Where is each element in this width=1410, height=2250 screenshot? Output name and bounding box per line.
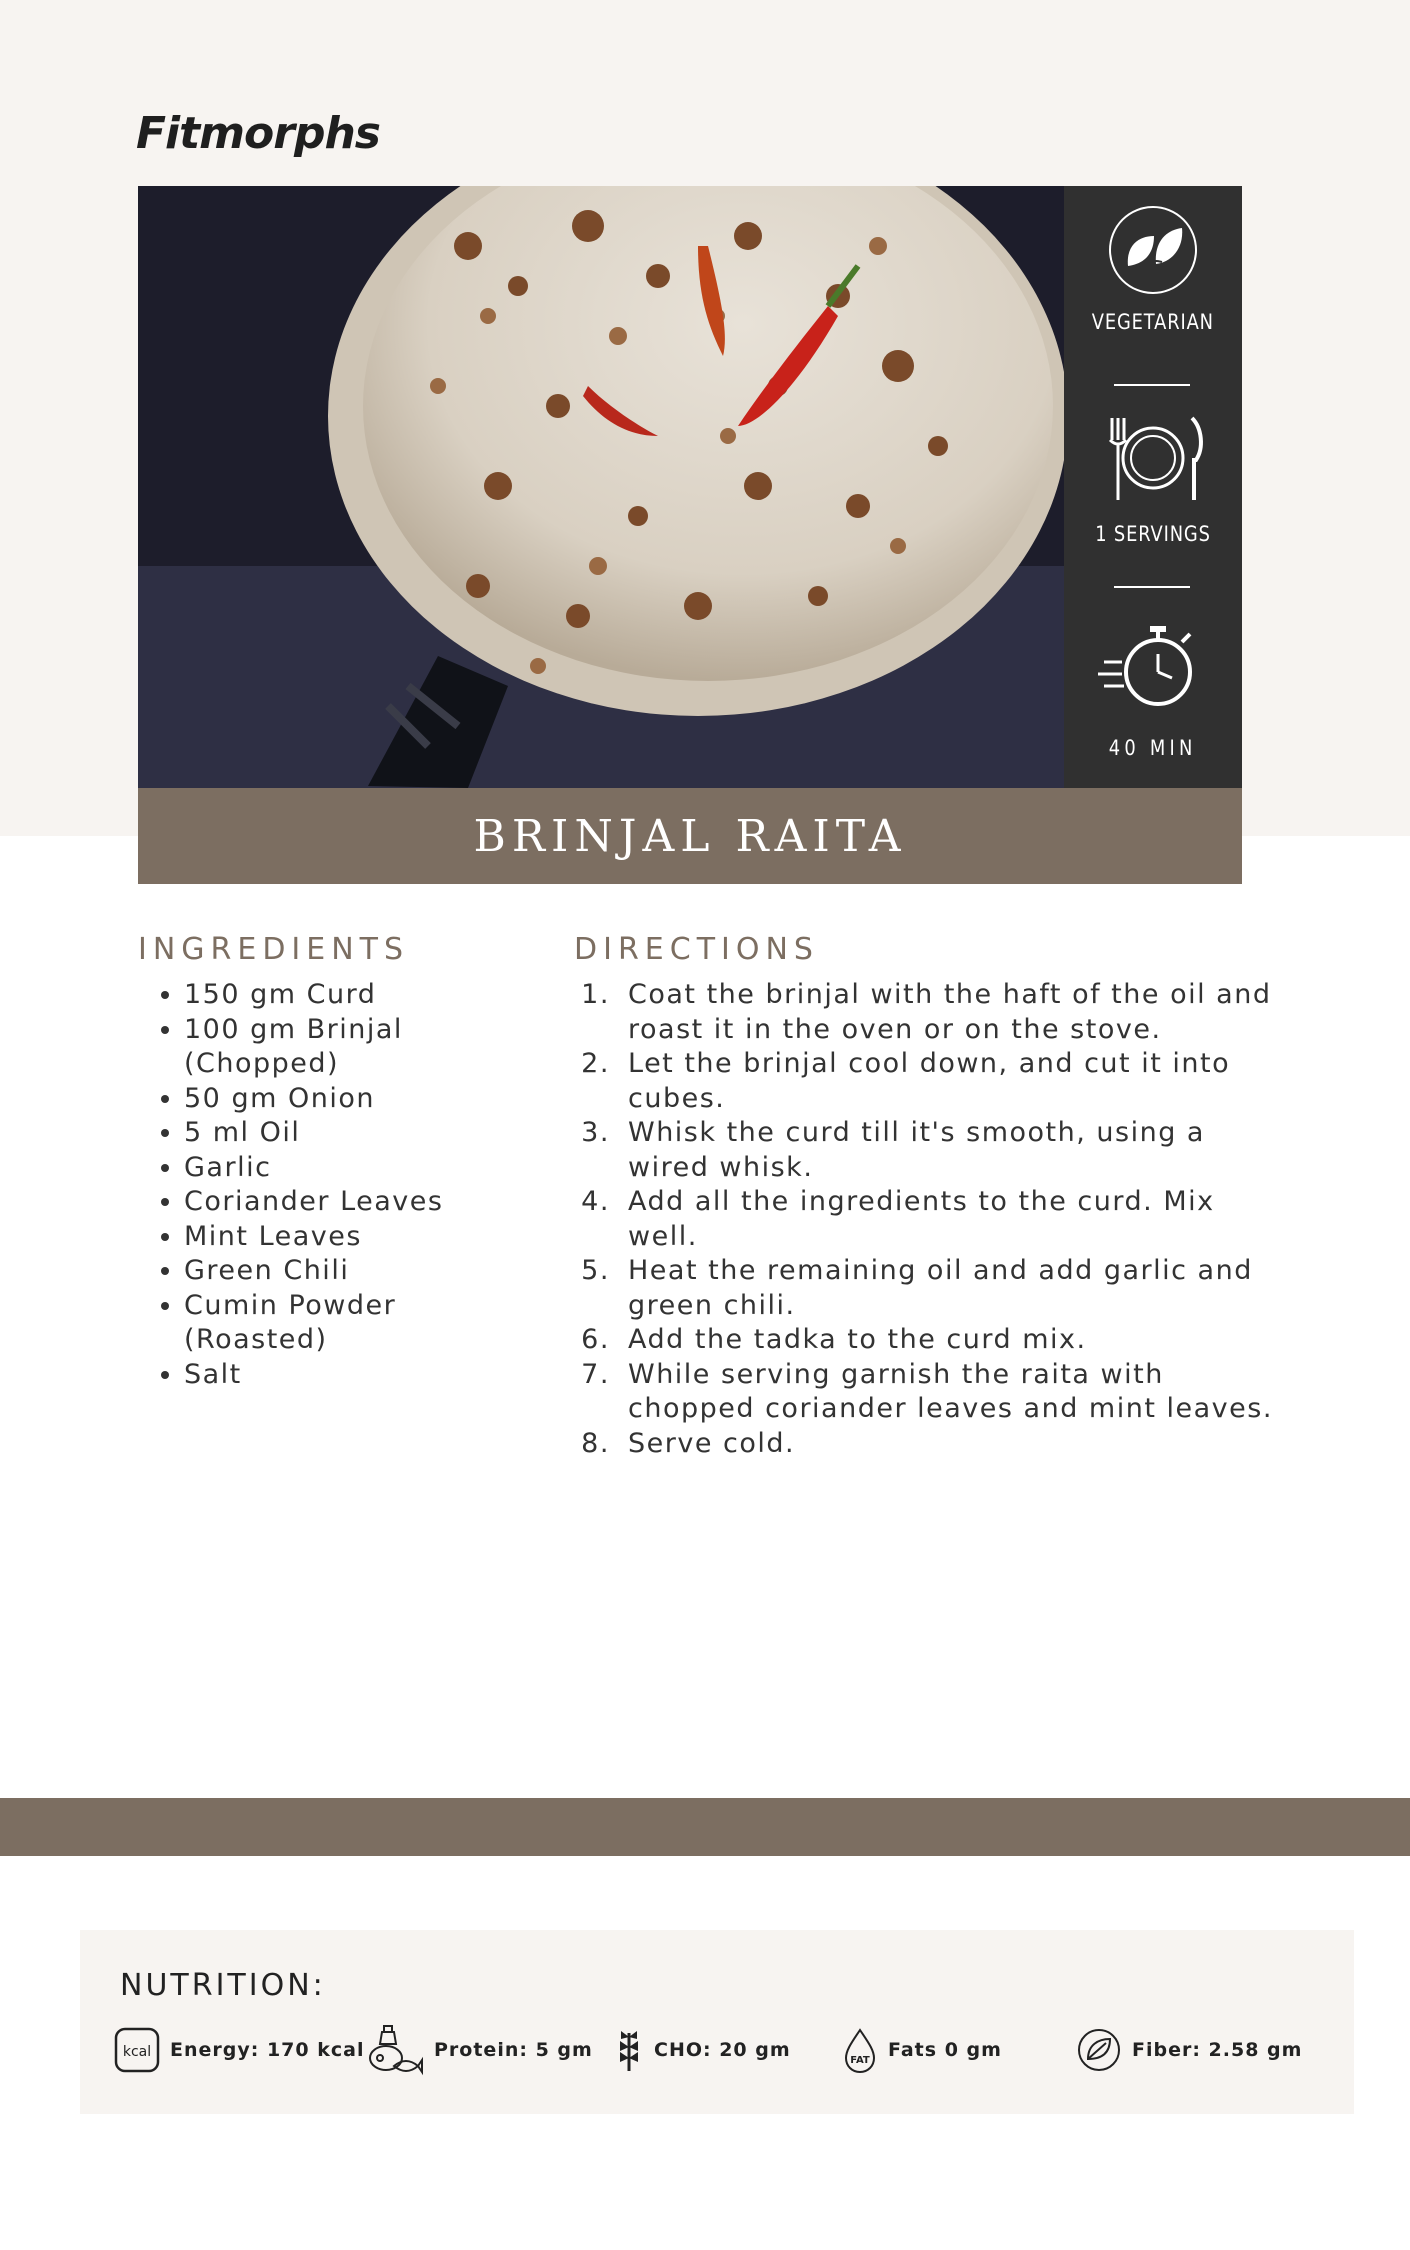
fat-drop-icon [842, 2026, 878, 2074]
ingredients-list [138, 978, 478, 1392]
ingredient-item: • 150 gm Curd [184, 978, 478, 1013]
ingredient-item: • Salt [184, 1358, 478, 1393]
cho-value: CHO: 20 gm [654, 2039, 791, 2061]
fats-value: Fats 0 gm [888, 2039, 1002, 2061]
footer-band [0, 1798, 1410, 1856]
diet-info [1064, 196, 1242, 334]
recipe-photo [138, 186, 1064, 788]
recipe-title-bar [138, 788, 1242, 884]
direction-step: 1. Coat the brinjal with the haft of the oil and roast it in the oven or on the stove. [620, 978, 1274, 1047]
servings-label: 1 SERVINGS [1095, 522, 1211, 546]
direction-step: 8. Serve cold. [620, 1427, 1274, 1462]
protein-value: Protein: 5 gm [434, 2039, 593, 2061]
direction-step: 3. Whisk the curd till it's smooth, using a wired whisk. [620, 1116, 1274, 1185]
nutrition-cho [614, 2022, 791, 2078]
direction-step: 6. Add the tadka to the curd mix. [620, 1323, 1274, 1358]
ingredient-item: • Cumin Powder (Roasted) [184, 1289, 478, 1358]
ingredient-item: • Coriander Leaves [184, 1185, 478, 1220]
svg-text:kcal: kcal [122, 2044, 152, 2060]
recipe-title: BRINJAL RAITA [473, 810, 907, 862]
ingredient-item: • 5 ml Oil [184, 1116, 478, 1151]
servings-info [1064, 408, 1242, 546]
direction-step: 5. Heat the remaining oil and add garlic and green chili. [620, 1254, 1274, 1323]
ingredients-heading: INGREDIENTS [138, 932, 410, 967]
brand-logo: Fitmorphs [136, 108, 380, 159]
time-info [1064, 616, 1242, 760]
directions-list [574, 978, 1274, 1461]
ingredient-item: • 100 gm Brinjal (Chopped) [184, 1013, 478, 1082]
ingredient-item: • 50 gm Onion [184, 1082, 478, 1117]
svg-text:FAT: FAT [850, 2055, 870, 2066]
nutrition-protein [364, 2022, 593, 2078]
stopwatch-icon [1064, 616, 1242, 716]
fiber-leaf-icon [1076, 2027, 1122, 2073]
kcal-icon [114, 2027, 160, 2073]
leaf-icon [1064, 196, 1242, 300]
ingredient-item: • Mint Leaves [184, 1220, 478, 1255]
nutrition-panel [80, 1930, 1354, 2114]
energy-value: Energy: 170 kcal [170, 2039, 365, 2061]
directions-heading: DIRECTIONS [574, 932, 819, 967]
plate-cutlery-icon [1064, 408, 1242, 508]
recipe-info-panel [1064, 186, 1242, 788]
ingredient-item: • Green Chili [184, 1254, 478, 1289]
fiber-value: Fiber: 2.58 gm [1132, 2039, 1303, 2061]
nutrition-heading: NUTRITION: [120, 1968, 326, 2003]
time-label: 40 MIN [1109, 736, 1197, 760]
panel-divider [1114, 586, 1190, 588]
nutrition-fats [842, 2022, 1002, 2078]
protein-food-icon [364, 2022, 424, 2078]
nutrition-fiber [1076, 2022, 1302, 2078]
direction-step: 4. Add all the ingredients to the curd. Mix well. [620, 1185, 1274, 1254]
diet-label: VEGETARIAN [1091, 310, 1215, 334]
grain-icon [614, 2027, 644, 2073]
panel-divider [1114, 384, 1190, 386]
nutrition-energy [114, 2022, 364, 2078]
direction-step: 2. Let the brinjal cool down, and cut it into cubes. [620, 1047, 1274, 1116]
direction-step: 7. While serving garnish the raita with chopped coriander leaves and mint leaves. [620, 1358, 1274, 1427]
ingredient-item: • Garlic [184, 1151, 478, 1186]
